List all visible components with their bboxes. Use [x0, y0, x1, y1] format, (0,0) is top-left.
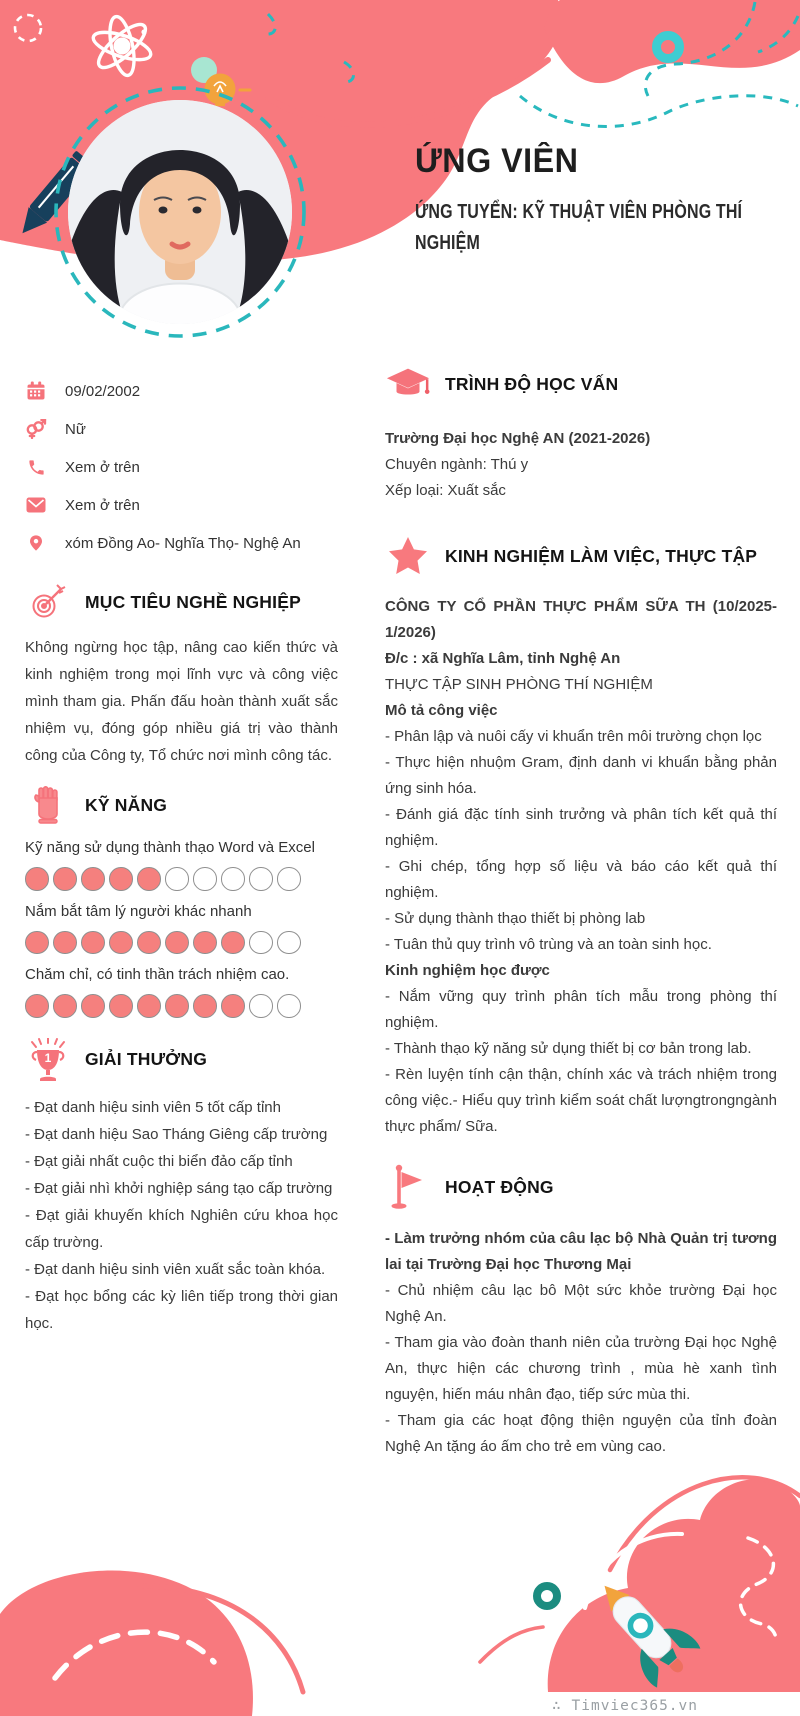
graduation-cap-icon: [385, 366, 431, 402]
award-item: - Đạt danh hiệu Sao Tháng Giêng cấp trường: [25, 1125, 328, 1143]
skill-dot: [165, 931, 189, 955]
experience-address: Đ/c : xã Nghĩa Lâm, tỉnh Nghệ An: [385, 650, 621, 667]
skills-header: [25, 783, 338, 827]
award-item: - Đạt danh hiệu sinh viên 5 tốt cấp tỉnh: [25, 1098, 281, 1116]
experience-desc-item: - Ghi chép, tổng hợp số liệu và báo cáo kết quả thí nghiệm.: [385, 858, 777, 901]
experience-desc-list: [385, 724, 777, 958]
profile-photo-illustration: [68, 100, 292, 324]
candidate-name: ỨNG VIÊN: [415, 142, 579, 180]
coral-wave-top-right: [544, 0, 800, 83]
contact-phone-row: [25, 456, 338, 478]
skill-dot: [249, 867, 273, 891]
donut-icon-bottom: [537, 1586, 557, 1606]
skill-dot: [249, 931, 273, 955]
skill-dot: [109, 931, 133, 955]
skill-rating: [25, 931, 338, 955]
experience-desc-item: - Đánh giá đặc tính sinh trưởng và phân tích kết quả thí nghiệm.: [385, 806, 777, 849]
activity-item: - Chủ nhiệm câu lạc bô Một sức khỏe trường Đại học Nghệ An.: [385, 1282, 777, 1325]
experience-company: CÔNG TY CỔ PHẦN THỰC PHẨM SỮA TH (10/2025-1/2026): [385, 598, 777, 641]
objective-text: Không ngừng học tập, nâng cao kiến thức và kinh nghiệm trong mọi lĩnh vực và công việc mình tham gia. Phấn đấu hoàn thành xuất sắc nhiệm vụ, đóng góp nhiều giá trị vào thành công của Công ty, Tổ chức nơi mình công tác.: [25, 639, 338, 764]
activities-title: HOẠT ĐỘNG: [445, 1176, 554, 1197]
skill-dot: [277, 994, 301, 1018]
skill-dot: [277, 931, 301, 955]
skill-dot: [53, 931, 77, 955]
left-column: [25, 380, 338, 1337]
email-value: Xem ở trên: [65, 496, 140, 514]
experience-desc-heading: Mô tả công việc: [385, 702, 498, 719]
skill-dot: [193, 931, 217, 955]
education-header: [385, 362, 777, 406]
skill-label: Nắm bắt tâm lý người khác nhanh: [25, 902, 252, 920]
awards-list: [25, 1094, 338, 1337]
skill-item: [25, 903, 338, 955]
award-item: - Đạt giải khuyến khích Nghiên cứu khoa học cấp trường.: [25, 1206, 338, 1251]
experience-title: KINH NGHIỆM LÀM VIỆC, THỰC TẬP: [445, 545, 758, 566]
skill-dot: [25, 867, 49, 891]
skill-dot: [165, 867, 189, 891]
coral-blob-bottom-left: [0, 1571, 253, 1716]
objective-title: MỤC TIÊU NGHỀ NGHIỆP: [85, 591, 301, 612]
skills-title: KỸ NĂNG: [85, 794, 168, 815]
right-column: [385, 362, 777, 1460]
skill-dot: [25, 931, 49, 955]
skill-dot: [137, 931, 161, 955]
skill-dot: [109, 867, 133, 891]
skill-dot: [81, 931, 105, 955]
skill-item: [25, 966, 338, 1018]
experience-learned-item: - Thành thạo kỹ năng sử dụng thiết bị cơ bản trong lab.: [385, 1040, 752, 1057]
skill-dot: [109, 994, 133, 1018]
award-item: - Đạt danh hiệu sinh viên xuất sắc toàn khóa.: [25, 1260, 326, 1278]
activities-header: [385, 1164, 777, 1210]
contact-gender-row: [25, 418, 338, 440]
location-pin-icon: [25, 533, 47, 553]
activity-item-highlight: - Làm trưởng nhóm của câu lạc bộ Nhà Quản trị tương lai tại Trường Đại học Thương Mại: [385, 1230, 777, 1273]
skill-dot: [53, 994, 77, 1018]
gender-icon: [25, 419, 47, 439]
contact-address-row: [25, 532, 338, 554]
coral-small-arc: [480, 1627, 543, 1662]
experience-learned-item: - Rèn luyện tính cận thận, chính xác và trách nhiệm trong công việc.- Hiểu quy trình kiểm soát chất lượngtrongngành thực phẩm/ Sữa.: [385, 1066, 777, 1135]
email-icon: [25, 495, 47, 515]
education-title: TRÌNH ĐỘ HỌC VẤN: [445, 373, 619, 394]
award-item: - Đạt giải nhì khởi nghiệp sáng tạo cấp trường: [25, 1179, 333, 1197]
skill-dot: [81, 867, 105, 891]
star-icon: [385, 537, 431, 575]
experience-desc-item: - Sử dụng thành thạo thiết bị phòng lab: [385, 910, 646, 927]
experience-learned-heading: Kinh nghiệm học được: [385, 962, 550, 979]
education-grade: Xếp loại: Xuất sắc: [385, 482, 506, 499]
experience-learned-list: [385, 984, 777, 1140]
contact-birthday-row: [25, 380, 338, 402]
education-block: [385, 426, 777, 504]
skill-label: Kỹ năng sử dụng thành thạo Word và Excel: [25, 839, 315, 856]
experience-learned-item: - Nắm vững quy trình phân tích mẫu trong phòng thí nghiệm.: [385, 988, 777, 1031]
skill-rating: [25, 994, 338, 1018]
skill-dot: [165, 994, 189, 1018]
skill-dot: [221, 931, 245, 955]
skill-dot: [221, 867, 245, 891]
target-icon: [25, 583, 71, 621]
headline-block: [415, 142, 800, 259]
skill-dot: [137, 994, 161, 1018]
experience-position: THỰC TẬP SINH PHÒNG THÍ NGHIỆM: [385, 676, 653, 693]
skill-dot: [81, 994, 105, 1018]
contact-email-row: [25, 494, 338, 516]
footer-decoration: [0, 1446, 800, 1716]
gender-value: Nữ: [65, 420, 86, 438]
activity-item: - Tham gia các hoạt động thiện nguyện của tỉnh đoàn Nghệ An tặng áo ấm cho trẻ em vùng cao.: [385, 1412, 777, 1455]
education-major: Chuyên ngành: Thú y: [385, 456, 529, 473]
applying-position: ỨNG TUYỂN: KỸ THUẬT VIÊN PHÒNG THÍ NGHIỆM: [415, 201, 743, 254]
skill-dot: [137, 867, 161, 891]
skill-dot: [277, 867, 301, 891]
watermark: ∴ Timviec365.vn: [552, 1698, 698, 1714]
skill-dot: [53, 867, 77, 891]
calendar-icon: [25, 381, 47, 401]
experience-header: [385, 534, 777, 578]
awards-header: [25, 1038, 338, 1082]
skill-dot: [221, 994, 245, 1018]
flag-icon: [385, 1164, 431, 1210]
skill-dot: [25, 994, 49, 1018]
award-item: - Đạt học bổng các kỳ liên tiếp trong thời gian học.: [25, 1287, 338, 1332]
svg-text:1: 1: [44, 1050, 52, 1065]
trophy-icon: [25, 1038, 71, 1082]
award-item: - Đạt giải nhất cuộc thi biển đảo cấp tỉnh: [25, 1152, 293, 1170]
skill-rating: [25, 867, 338, 891]
skill-dot: [193, 867, 217, 891]
education-school: Trường Đại học Nghệ AN (2021-2026): [385, 430, 651, 447]
experience-desc-item: - Thực hiện nhuộm Gram, định danh vi khuẩn bằng phản ứng sinh hóa.: [385, 754, 777, 797]
experience-desc-item: - Phân lập và nuôi cấy vi khuẩn trên môi trường chọn lọc: [385, 728, 762, 745]
awards-title: GIẢI THƯỞNG: [85, 1049, 208, 1069]
birthday-value: 09/02/2002: [65, 382, 141, 400]
phone-value: Xem ở trên: [65, 458, 140, 476]
skill-dot: [193, 994, 217, 1018]
glove-icon: [25, 786, 71, 824]
profile-photo: [68, 100, 292, 324]
activity-item: - Tham gia vào đoàn thanh niên của trường Đại học Nghệ An, thực hiện các chương trình , mùa hè xanh tình nguyện, hiến máu nhân đạo, tiếp sức mùa thi.: [385, 1334, 777, 1403]
phone-icon: [25, 457, 47, 477]
experience-block: [385, 594, 777, 1140]
experience-desc-item: - Tuân thủ quy trình vô trùng và an toàn sinh học.: [385, 936, 712, 953]
activities-list: [385, 1226, 777, 1460]
skill-item: [25, 839, 338, 891]
address-value: xóm Đồng Ao- Nghĩa Thọ- Nghệ An: [65, 534, 301, 552]
activities-block: [385, 1226, 777, 1460]
objective-header: [25, 580, 338, 624]
skill-label: Chăm chỉ, có tinh thần trách nhiệm cao.: [25, 966, 290, 983]
skill-dot: [249, 994, 273, 1018]
